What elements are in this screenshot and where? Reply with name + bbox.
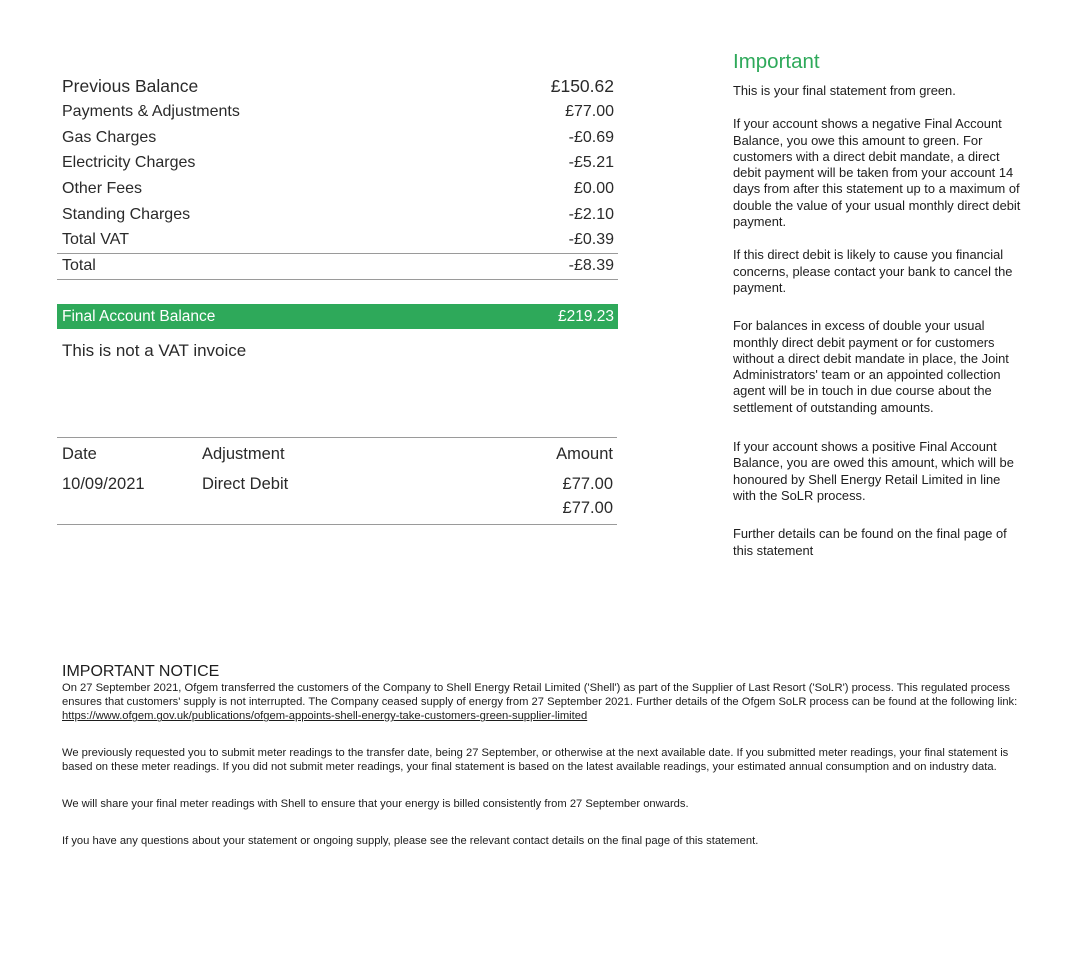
summary-row-gas [57, 125, 618, 151]
important-title: Important [733, 50, 820, 73]
final-balance-value: £219.23 [557, 307, 614, 325]
summary-label: Gas Charges [62, 128, 157, 146]
important-notice [62, 663, 1022, 848]
summary-row-vat [57, 228, 618, 254]
final-account-balance-bar [57, 304, 618, 329]
header-adjustment: Adjustment [202, 445, 285, 463]
adjustments-total-row [57, 499, 617, 525]
important-paragraph: If this direct debit is likely to cause you financial concerns, please contact your bank to cancel the payment. [733, 247, 1013, 295]
summary-label: Electricity Charges [62, 154, 196, 172]
notice-paragraph: We will share your final meter readings with Shell to ensure that your energy is billed consistently from 27 September onwards. [62, 798, 689, 811]
summary-value: -£0.39 [568, 231, 614, 249]
summary-label: Payments & Adjustments [62, 102, 240, 120]
important-paragraph: For balances in excess of double your usual monthly direct debit payment or for customers without a direct debit mandate in place, the Joint Administrators' team or an appointed collection agent will be in touch in due course about the settlement of outstanding amounts. [733, 318, 1009, 415]
adjustments-header [57, 438, 617, 470]
summary-value: £77.00 [565, 102, 614, 120]
final-balance-label: Final Account Balance [62, 307, 216, 325]
row-adjustment: Direct Debit [202, 475, 289, 493]
notice-paragraph: We previously requested you to submit meter readings to the transfer date, being 27 September, or otherwise at the next available date. If you submitted meter readings, your final statement is based on these meter readings. If you did not submit meter readings, your final statement is based on the latest available readings, your estimated annual consumption and on industry data. [62, 746, 1009, 773]
summary-row-other-fees [57, 176, 618, 202]
summary-row-electricity [57, 151, 618, 177]
notice-text: On 27 September 2021, Ofgem transferred the customers of the Company to Shell Energy Retail Limited ('Shell') as part of the Supplier of Last Resort ('SoLR') process. This regulated process ensures that customers' supply is not interrupted. The Company ceased supply of energy from 27 September 2021. Further details of the Ofgem SoLR process can be found at the following link: [62, 682, 1018, 709]
header-date: Date [62, 445, 97, 463]
important-paragraph: If your account shows a negative Final Account Balance, you owe this amount to green. For customers with a direct debit mandate, a direct debit payment will be taken from your account 14 days from after this statement up to a maximum of double the value of your usual monthly direct debit payment. [733, 116, 1021, 230]
adjustments-total: £77.00 [562, 499, 613, 517]
notice-paragraph [62, 681, 1022, 724]
summary-value: -£8.39 [568, 257, 614, 275]
summary-value: -£2.10 [568, 206, 614, 224]
row-date: 10/09/2021 [62, 475, 145, 493]
notice-paragraph: If you have any questions about your statement or ongoing supply, please see the relevant contact details on the final page of this statement. [62, 835, 759, 848]
summary-label: Total VAT [62, 231, 129, 249]
balance-summary-table [57, 73, 618, 280]
table-row [57, 470, 617, 502]
summary-row-total [57, 254, 618, 280]
summary-value: -£0.69 [568, 128, 614, 146]
summary-value: £150.62 [550, 75, 614, 96]
important-paragraph: If your account shows a positive Final Account Balance, you are owed this amount, which will be honoured by Shell Energy Retail Limited in line with the SoLR process. [733, 439, 1014, 503]
summary-label: Previous Balance [62, 75, 199, 96]
ofgem-link[interactable]: https://www.ofgem.gov.uk/publications/ofgem-appoints-shell-energy-take-customers-green-supplier-limited [62, 710, 588, 723]
summary-label: Standing Charges [62, 206, 191, 224]
row-amount: £77.00 [562, 475, 613, 493]
adjustments-table [57, 437, 617, 525]
summary-label: Total [62, 257, 96, 275]
summary-row-payments [57, 99, 618, 125]
summary-value: £0.00 [573, 180, 614, 198]
important-paragraph: Further details can be found on the final page of this statement [733, 526, 1007, 558]
important-panel [733, 50, 1023, 559]
header-amount: Amount [556, 445, 613, 463]
summary-label: Other Fees [62, 180, 143, 198]
summary-value: -£5.21 [568, 154, 614, 172]
vat-note: This is not a VAT invoice [62, 341, 247, 360]
notice-title: IMPORTANT NOTICE [62, 663, 220, 680]
summary-row-previous-balance [57, 73, 618, 99]
important-paragraph: This is your final statement from green. [733, 83, 956, 98]
summary-row-standing [57, 202, 618, 228]
